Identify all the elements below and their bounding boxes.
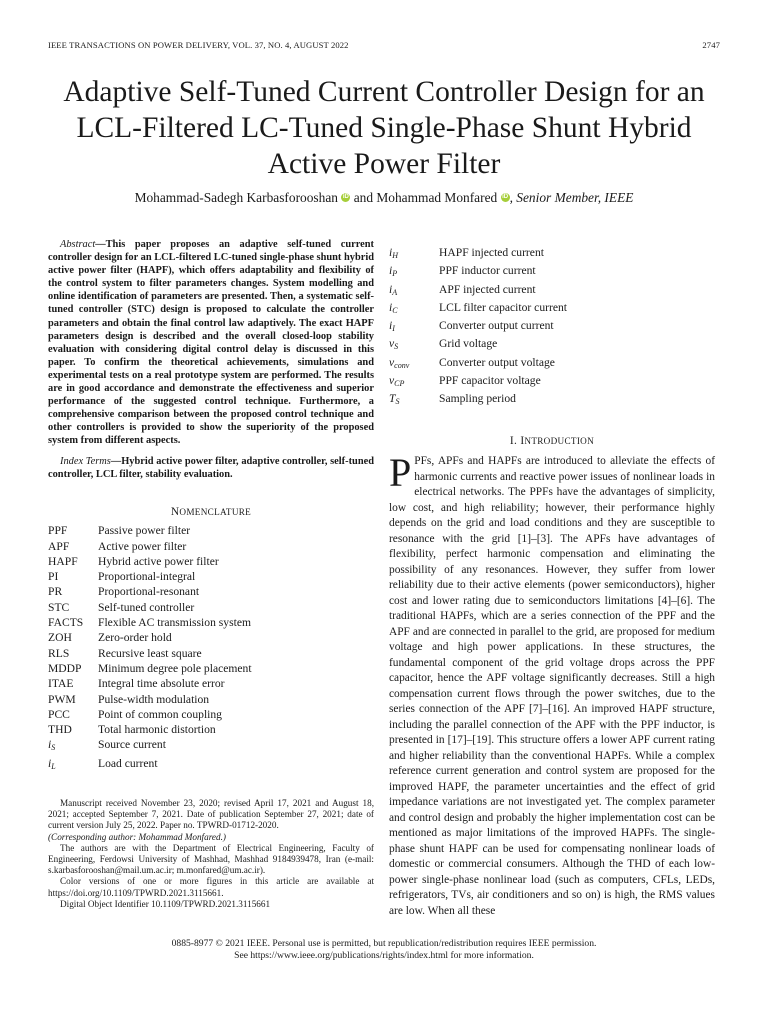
copyright-line: 0885-8977 © 2021 IEEE. Personal use is permitted, but republication/redistribution requires IEEE permission. bbox=[171, 938, 597, 949]
nomenclature-heading: NOMENCLATURE bbox=[170, 505, 252, 518]
nomenclature-row bbox=[48, 600, 374, 615]
journal-info: IEEE TRANSACTIONS ON POWER DELIVERY, VOL. 37, NO. 4, AUGUST 2022 bbox=[48, 40, 349, 50]
page-number: 2747 bbox=[702, 40, 720, 50]
index-terms-label: Index Terms bbox=[60, 455, 111, 467]
nomenclature-table-left bbox=[48, 523, 374, 774]
footnote-corresponding: (Corresponding author: Mohammad Monfared.) bbox=[48, 831, 226, 842]
nomenclature-definition: Integral time absolute error bbox=[98, 677, 225, 691]
nomenclature-definition: Proportional-resonant bbox=[98, 585, 200, 599]
nomenclature-definition: Converter output current bbox=[439, 319, 554, 333]
footnote-received: Manuscript received November 23, 2020; revised April 17, 2021 and August 18, 2021; accepted September 7, 2021. Date of publication September 27, 2021; date of current version July 25, 2022. Paper no. TPWRD-01712-2020. bbox=[48, 798, 374, 831]
nomenclature-row bbox=[48, 615, 374, 630]
nomenclature-term: PCC bbox=[48, 707, 70, 721]
introduction-paragraph: PFs, APFs and HAPFs are introduced to alleviate the effects of harmonic currents and reactive power issues of nonlinear loads in electrical networks. The PPFs have the advantages of simplicity, low cost, and high reliability; however, their performance highly depends on the grid and load conditions and they are susceptible to resonance with the grid [1]–[3]. The APFs have advantages of flexibility, perfect harmonic compensation and eliminating the possibility of any resonances. However, they suffer from lower reliability due to their active elements (power semiconductors), higher cost and lower rating due to semiconductors limitations [4]–[6]. The traditional HAPFs, which are a series connection of the PPF and the APF and are connected in parallel to the grid, are proposed for medium voltage and high power applications. In these structures, the fundamental component of the grid voltage drops across the PPF capacitor, hence the APF voltage significantly decreases. Still a high compensation current flows through the power switches, due to the series connection of the APF [7]–[16]. An improved HAPF structure, including the parallel connection of the APF with the PPF inductor, is presented in [17]–[19]. This structure offers a lower APF current rating and higher reliability than the conventional HAPFs. While a complex reference current generation and control system are proposed for the improved HAPF, the parameter uncertainties and the effect of grid impedance variations are not investigated yet. The complex parameter and control design and probably the higher implementation cost can be mentioned as major limitations of the improved HAPFs. The single-phase shunt HAPF can be used for compensating nonlinear loads of domestic or commercial consumers. Although the THD of each low-power single-phase nonlinear load (such as computers, CFLs, LEDs, refrigerators, TVs, air conditioners and so on) is high, the RMS values are low. When all these bbox=[389, 455, 715, 917]
abstract-label: Abstract bbox=[60, 239, 96, 250]
nomenclature-row bbox=[48, 630, 374, 645]
nomenclature-term: $i_C$ bbox=[389, 300, 398, 315]
nomenclature-term: $v_S$ bbox=[389, 337, 399, 352]
nomenclature-definition: Converter output voltage bbox=[439, 355, 555, 369]
index-terms bbox=[48, 455, 374, 481]
nomenclature-definition: Flexible AC transmission system bbox=[98, 616, 251, 630]
nomenclature-row bbox=[389, 263, 715, 281]
left-column bbox=[48, 238, 374, 910]
nomenclature-row bbox=[48, 523, 374, 538]
orcid-icon[interactable]: iD bbox=[502, 194, 509, 200]
nomenclature-term: $i_L$ bbox=[48, 756, 56, 771]
footnote-color[interactable]: Color versions of one or more figures in this article are available at https://doi.org/10.1109/TPWRD.2021.3115661. bbox=[48, 876, 374, 898]
right-column bbox=[389, 245, 715, 919]
nomenclature-definition: PPF capacitor voltage bbox=[439, 374, 541, 388]
nomenclature-definition: Active power filter bbox=[98, 539, 187, 553]
nomenclature-definition: Zero-order hold bbox=[98, 631, 172, 645]
nomenclature-row bbox=[48, 661, 374, 676]
copyright-footer bbox=[40, 938, 728, 962]
nomenclature-term: $v_{conv}$ bbox=[389, 355, 410, 370]
nomenclature-term: PR bbox=[48, 585, 63, 599]
nomenclature-definition: Grid voltage bbox=[439, 337, 498, 351]
nomenclature-term: $i_H$ bbox=[389, 246, 399, 260]
nomenclature-row bbox=[48, 722, 374, 737]
nomenclature-table-right bbox=[389, 245, 715, 410]
nomenclature-definition: Minimum degree pole placement bbox=[98, 661, 252, 675]
nomenclature-row bbox=[389, 318, 715, 336]
nomenclature-row bbox=[48, 692, 374, 707]
nomenclature-row bbox=[48, 707, 374, 722]
nomenclature-definition: Pulse-width modulation bbox=[98, 692, 210, 706]
nomenclature-row bbox=[389, 245, 715, 263]
nomenclature-row bbox=[48, 676, 374, 691]
nomenclature-definition: Hybrid active power filter bbox=[98, 554, 219, 568]
nomenclature-term: ZOH bbox=[48, 631, 72, 645]
footnote-affiliation: The authors are with the Department of Electrical Engineering, Faculty of Engineering, Ferdowsi University of Mashhad, Mashhad 9184939478, Iran (e-mail: s.karbasforooshan@mail.um.ac.ir; m.monfared@um.ac.ir). bbox=[48, 842, 374, 876]
author-1-name: Mohammad-Sadegh Karbasforooshan bbox=[134, 190, 338, 205]
abstract-text: —This paper proposes an adaptive self-tuned current controller design for an LCL-filtered LC-tuned single-phase shunt hybrid active power filter (HAPF), which offers adaptability and flexibility of the control system to filter parameters changes. System modelling and online identification of parameters are presented. Then, a systematic self-tuned controller (STC) design is proposed to calculate the controller parameters and obtain the final control law adaptively. The exact HAPF parameters design is described and the overall closed-loop stability evaluation with considering digital control delay is discussed in this paper. To confirm the theoretical achievements, simulations and experimental tests on a real prototype system are performed. The results are in good accordance and demonstrate the effectiveness and superior performance of the suggested control technique. Furthermore, a comprehensive comparison between the proposed control technique and other controllers is provided to show the superiority of the proposed system from different aspects. bbox=[48, 239, 374, 447]
orcid-icon[interactable]: iD bbox=[342, 194, 349, 200]
nomenclature-term: PI bbox=[48, 570, 59, 584]
paper-title: Adaptive Self-Tuned Current Controller Design for an LCL-Filtered LC-Tuned Single-Phase Shunt Hybrid Active Power Filter bbox=[63, 76, 705, 180]
abstract bbox=[48, 238, 374, 448]
nomenclature-term: RLS bbox=[48, 646, 70, 660]
nomenclature-term: MDDP bbox=[48, 661, 82, 675]
nomenclature-term: PPF bbox=[48, 524, 68, 538]
running-head bbox=[48, 40, 720, 50]
nomenclature-definition: Passive power filter bbox=[98, 524, 191, 538]
nomenclature-definition: APF injected current bbox=[439, 282, 536, 296]
nomenclature-definition: LCL filter capacitor current bbox=[439, 300, 568, 314]
nomenclature-term: $v_{CP}$ bbox=[389, 374, 405, 389]
introduction-heading: I. INTRODUCTION bbox=[509, 434, 595, 447]
nomenclature-term: PWM bbox=[48, 692, 76, 706]
nomenclature-row bbox=[389, 336, 715, 354]
author-line bbox=[40, 190, 728, 206]
nomenclature-definition: Self-tuned controller bbox=[98, 600, 195, 614]
nomenclature-row bbox=[389, 282, 715, 300]
nomenclature-term: $i_P$ bbox=[389, 264, 398, 279]
author-2-name: and Mohammad Monfared bbox=[350, 190, 498, 205]
nomenclature-row bbox=[48, 756, 374, 774]
nomenclature-definition: HAPF injected current bbox=[439, 246, 544, 259]
nomenclature-definition: Proportional-integral bbox=[98, 570, 196, 584]
nomenclature-term: $i_S$ bbox=[48, 738, 56, 753]
nomenclature-row bbox=[389, 391, 715, 409]
footnote-doi: Digital Object Identifier 10.1109/TPWRD.2021.3115661 bbox=[60, 898, 271, 909]
nomenclature-term: ITAE bbox=[48, 677, 74, 691]
nomenclature-term: FACTS bbox=[48, 616, 84, 630]
nomenclature-definition: Recursive least square bbox=[98, 646, 202, 660]
nomenclature-row bbox=[48, 569, 374, 584]
nomenclature-row bbox=[389, 373, 715, 391]
nomenclature-term: $T_S$ bbox=[389, 392, 400, 407]
nomenclature-term: $i_I$ bbox=[389, 319, 395, 334]
nomenclature-row bbox=[48, 584, 374, 599]
nomenclature-row bbox=[389, 300, 715, 318]
author-2-grade: , Senior Member, IEEE bbox=[509, 190, 634, 205]
rights-link-line[interactable]: See https://www.ieee.org/publications/rights/index.html for more information. bbox=[234, 950, 534, 961]
nomenclature-row bbox=[48, 539, 374, 554]
nomenclature-definition: Total harmonic distortion bbox=[98, 723, 216, 737]
nomenclature-definition: PPF inductor current bbox=[439, 264, 536, 278]
nomenclature-row bbox=[48, 737, 374, 755]
nomenclature-row bbox=[389, 355, 715, 373]
nomenclature-term: $i_A$ bbox=[389, 282, 398, 297]
nomenclature-definition: Point of common coupling bbox=[98, 707, 222, 721]
nomenclature-term: APF bbox=[48, 539, 70, 553]
nomenclature-row bbox=[48, 554, 374, 569]
nomenclature-definition: Load current bbox=[98, 756, 158, 770]
introduction-body bbox=[389, 450, 715, 919]
nomenclature-term: HAPF bbox=[48, 554, 78, 568]
nomenclature-term: STC bbox=[48, 600, 70, 614]
nomenclature-definition: Sampling period bbox=[439, 392, 516, 406]
nomenclature-row bbox=[48, 646, 374, 661]
index-terms-text: —Hybrid active power filter, adaptive controller, self-tuned controller, LCL filter, stability evaluation. bbox=[48, 455, 374, 480]
manuscript-footnote bbox=[48, 798, 374, 910]
nomenclature-term: THD bbox=[48, 723, 72, 737]
drop-cap: P bbox=[389, 450, 412, 496]
nomenclature-definition: Source current bbox=[98, 738, 166, 752]
